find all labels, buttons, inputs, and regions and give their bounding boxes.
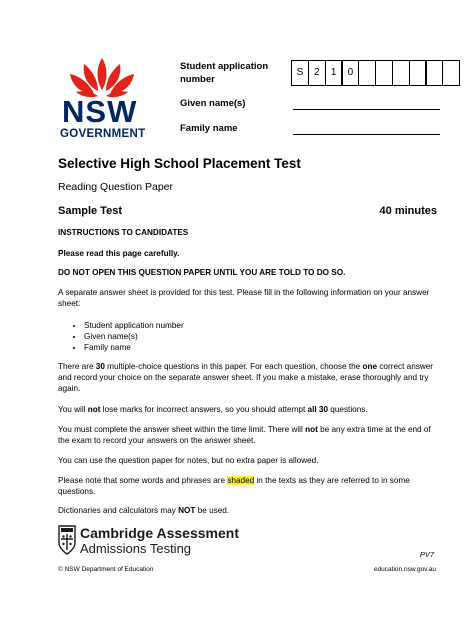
text: You must complete the answer sheet within the time limit. There will [58,425,306,434]
app-number-box[interactable] [426,60,444,86]
app-number-box[interactable]: 0 [342,60,360,86]
notes-paragraph: You can use the question paper for notes, but no extra paper is allowed. [58,456,319,465]
emphasis-one: one [362,362,378,371]
website-link[interactable]: education.nsw.gov.au [373,566,436,573]
shaded-highlight: shaded [227,476,255,485]
family-name-line[interactable] [293,134,440,135]
app-number-box[interactable]: S [291,60,309,86]
app-number-box[interactable]: 2 [308,60,326,86]
emphasis-not: not [87,405,101,414]
text: be used. [195,506,230,515]
app-number-box[interactable]: 1 [325,60,343,86]
app-number-box[interactable] [442,60,460,86]
family-name-label: Family name [180,123,238,134]
sample-test-label: Sample Test [58,205,122,217]
app-number-boxes[interactable] [292,60,460,86]
answer-sheet-paragraph: A separate answer sheet is provided for this test. Please fill in the following information on your answer sheet: [58,288,430,308]
emphasis-all: all 30 [307,405,329,414]
text: Please note that some words and phrases are [58,476,228,485]
emphasis-not: NOT [178,506,196,515]
text: in the texts as they are referred to in some questions. [58,476,410,496]
duration-label: 40 minutes [379,205,437,217]
marks-paragraph [58,404,443,415]
app-number-label-line2: number [180,74,215,85]
government-wordmark: GOVERNMENT [60,128,146,140]
text: correct answer and record your choice on the separate answer sheet. If you make a mistake, erase thoroughly and try again. [58,362,434,393]
page-subtitle: Reading Question Paper [58,181,173,193]
app-number-label-line1: Student application [180,61,269,72]
nsw-wordmark: NSW [62,94,138,129]
answer-sheet-fields-list [58,320,184,353]
question-count: 30 [95,362,105,371]
app-number-box[interactable] [409,60,427,86]
time-limit-paragraph [58,424,443,446]
text: lose marks for incorrect answers, so you should attempt [100,405,308,414]
given-names-line[interactable] [293,109,440,110]
emphasis-not: not [305,425,318,434]
cambridge-logo-subtitle: Admissions Testing [80,541,192,556]
instructions-heading: INSTRUCTIONS TO CANDIDATES [58,228,189,237]
given-names-label: Given name(s) [180,98,246,109]
text: questions. [328,405,368,414]
app-number-box[interactable] [392,60,410,86]
read-carefully: Please read this page carefully. [58,249,180,258]
app-number-box[interactable] [358,60,376,86]
app-number-label [180,60,268,86]
text: multiple-choice questions in this paper. For each question, choose the [104,362,363,371]
text: be any extra time at the end of the exam to record your answers on the answer sheet. [58,425,431,445]
text: You will [58,405,88,414]
dictionaries-paragraph [58,505,443,516]
cambridge-shield-icon [58,525,76,555]
do-not-open-warning: DO NOT OPEN THIS QUESTION PAPER UNTIL YOU ARE TOLD TO DO SO. [58,268,346,277]
list-item: • Given name(s) [84,331,184,342]
app-number-box[interactable] [375,60,393,86]
copyright-notice: © NSW Department of Education [58,566,154,573]
shaded-paragraph [58,475,443,497]
text: Dictionaries and calculators may [58,506,179,515]
questions-paragraph [58,361,443,394]
text: There are [58,362,96,371]
paper-code: PV7 [419,550,434,559]
list-item: • Student application number [84,320,184,331]
cambridge-logo-title: Cambridge Assessment [80,525,239,541]
page-title: Selective High School Placement Test [58,156,301,171]
list-item: • Family name [84,342,184,353]
